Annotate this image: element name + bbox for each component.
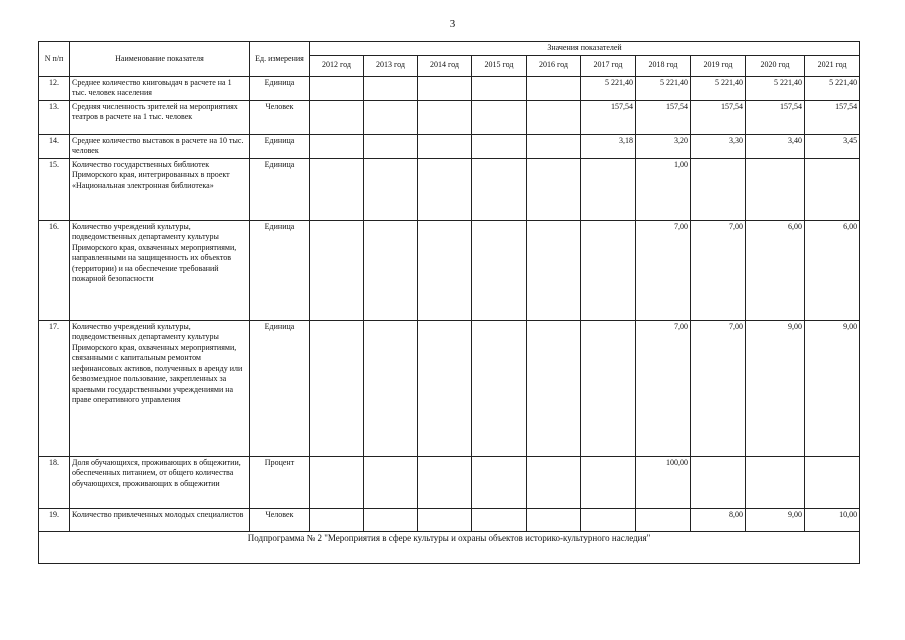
indicator-value <box>527 508 581 531</box>
indicator-value <box>527 100 581 134</box>
indicator-value <box>805 456 860 508</box>
indicator-value <box>364 134 418 158</box>
indicator-value: 5 221,40 <box>805 76 860 100</box>
indicator-value: 157,54 <box>746 100 805 134</box>
row-number: 17. <box>39 320 70 456</box>
row-number: 18. <box>39 456 70 508</box>
indicator-value <box>691 456 746 508</box>
indicator-value: 6,00 <box>746 220 805 320</box>
header-name: Наименование показателя <box>70 42 250 77</box>
indicators-table <box>38 41 860 564</box>
indicator-value <box>472 320 527 456</box>
indicator-value <box>418 220 472 320</box>
indicator-value: 157,54 <box>636 100 691 134</box>
header-year: 2021 год <box>805 55 860 76</box>
indicator-value <box>581 158 636 220</box>
table-row <box>39 158 860 220</box>
page-number: 3 <box>449 18 456 30</box>
indicator-name: Доля обучающихся, проживающих в общежитии, обеспеченных питанием, от общего количества обучающихся, проживающих в общежитии <box>70 456 250 508</box>
header-year: 2016 год <box>527 55 581 76</box>
indicator-value: 100,00 <box>636 456 691 508</box>
indicator-value: 5 221,40 <box>581 76 636 100</box>
header-year: 2013 год <box>364 55 418 76</box>
indicator-value <box>691 158 746 220</box>
indicator-value: 3,45 <box>805 134 860 158</box>
subprogram-title: Подпрограмма № 2 "Мероприятия в сфере культуры и охраны объектов историко-культурного наследия" <box>39 531 860 563</box>
indicator-name: Средняя численность зрителей на мероприятиях театров в расчете на 1 тыс. человек <box>70 100 250 134</box>
header-year: 2020 год <box>746 55 805 76</box>
header-values-group: Значения показателей <box>310 42 860 56</box>
indicator-value <box>418 134 472 158</box>
indicator-unit: Единица <box>250 320 310 456</box>
indicator-name: Количество государственных библиотек Приморского края, интегрированных в проект «Национальная электронная библиотека» <box>70 158 250 220</box>
row-number: 19. <box>39 508 70 531</box>
indicator-unit: Единица <box>250 76 310 100</box>
indicator-value: 3,20 <box>636 134 691 158</box>
indicator-value <box>364 320 418 456</box>
indicator-value <box>364 220 418 320</box>
indicator-name: Количество учреждений культуры, подведомственных департаменту культуры Приморского края, охваченных мероприятиями, связанными с капитальным ремонтом нефинансовых активов, полученных в аренду или безвозмездное пользование, закрепленных за краевыми государственными учреждениями на праве оперативного управления <box>70 320 250 456</box>
header-year: 2012 год <box>310 55 364 76</box>
indicator-value <box>310 320 364 456</box>
indicator-value <box>746 456 805 508</box>
indicator-value <box>418 456 472 508</box>
header-year: 2018 год <box>636 55 691 76</box>
indicator-value <box>418 158 472 220</box>
indicator-name: Среднее количество книговыдач в расчете на 1 тыс. человек населения <box>70 76 250 100</box>
indicator-value: 7,00 <box>691 220 746 320</box>
indicator-value: 9,00 <box>805 320 860 456</box>
indicator-value <box>581 320 636 456</box>
indicator-value <box>472 456 527 508</box>
indicator-unit: Человек <box>250 508 310 531</box>
indicator-value <box>310 100 364 134</box>
indicator-value: 157,54 <box>581 100 636 134</box>
table-row <box>39 456 860 508</box>
indicator-value <box>364 508 418 531</box>
indicator-value <box>472 508 527 531</box>
row-number: 14. <box>39 134 70 158</box>
indicator-value <box>364 158 418 220</box>
indicator-name: Количество учреждений культуры, подведомственных департаменту культуры Приморского края, охваченных мероприятиями, направленными на защищенность их объектов (территории) и на обеспечение требований пожарной безопасности <box>70 220 250 320</box>
indicator-value <box>310 158 364 220</box>
indicator-unit: Единица <box>250 158 310 220</box>
indicator-value: 9,00 <box>746 508 805 531</box>
indicator-value <box>310 76 364 100</box>
indicator-value: 157,54 <box>805 100 860 134</box>
indicator-value: 5 221,40 <box>636 76 691 100</box>
indicator-value: 3,40 <box>746 134 805 158</box>
indicator-value: 157,54 <box>691 100 746 134</box>
indicator-value <box>636 508 691 531</box>
header-year: 2019 год <box>691 55 746 76</box>
indicator-value: 7,00 <box>691 320 746 456</box>
indicator-value <box>418 76 472 100</box>
indicator-value: 5 221,40 <box>746 76 805 100</box>
indicator-value <box>527 320 581 456</box>
indicator-value <box>527 158 581 220</box>
indicator-value: 7,00 <box>636 320 691 456</box>
indicator-value <box>527 134 581 158</box>
table-row <box>39 508 860 531</box>
row-number: 13. <box>39 100 70 134</box>
table-row <box>39 100 860 134</box>
indicator-value <box>418 320 472 456</box>
indicator-value <box>581 220 636 320</box>
indicator-value <box>472 158 527 220</box>
indicator-value <box>364 456 418 508</box>
indicator-value <box>364 76 418 100</box>
indicator-unit: Единица <box>250 220 310 320</box>
indicator-value: 1,00 <box>636 158 691 220</box>
row-number: 16. <box>39 220 70 320</box>
table-row <box>39 320 860 456</box>
indicator-name: Количество привлеченных молодых специалистов <box>70 508 250 531</box>
indicator-value <box>472 100 527 134</box>
header-year: 2014 год <box>418 55 472 76</box>
indicator-value <box>364 100 418 134</box>
indicator-unit: Единица <box>250 134 310 158</box>
indicator-value <box>746 158 805 220</box>
subprogram-row <box>39 531 860 563</box>
indicator-value: 3,18 <box>581 134 636 158</box>
indicator-value <box>472 134 527 158</box>
indicator-value <box>527 456 581 508</box>
indicator-value <box>581 508 636 531</box>
indicator-value <box>527 76 581 100</box>
header-unit: Ед. измерения <box>250 42 310 77</box>
indicator-unit: Процент <box>250 456 310 508</box>
indicator-value: 10,00 <box>805 508 860 531</box>
indicator-value: 8,00 <box>691 508 746 531</box>
indicator-value: 3,30 <box>691 134 746 158</box>
row-number: 15. <box>39 158 70 220</box>
row-number: 12. <box>39 76 70 100</box>
indicator-value <box>310 220 364 320</box>
indicator-value <box>310 456 364 508</box>
indicator-value: 6,00 <box>805 220 860 320</box>
indicator-value <box>418 508 472 531</box>
indicator-value <box>527 220 581 320</box>
header-year: 2015 год <box>472 55 527 76</box>
indicator-value <box>805 158 860 220</box>
indicator-value: 9,00 <box>746 320 805 456</box>
table-row <box>39 220 860 320</box>
indicator-value <box>310 508 364 531</box>
indicator-value: 7,00 <box>636 220 691 320</box>
indicator-value <box>418 100 472 134</box>
header-num: N п/п <box>39 42 70 77</box>
indicator-value <box>472 76 527 100</box>
indicator-value: 5 221,40 <box>691 76 746 100</box>
table-row <box>39 134 860 158</box>
indicator-value <box>472 220 527 320</box>
indicator-unit: Человек <box>250 100 310 134</box>
indicator-value <box>310 134 364 158</box>
indicator-name: Среднее количество выставок в расчете на 10 тыс. человек <box>70 134 250 158</box>
indicator-value <box>581 456 636 508</box>
table-row <box>39 76 860 100</box>
header-year: 2017 год <box>581 55 636 76</box>
